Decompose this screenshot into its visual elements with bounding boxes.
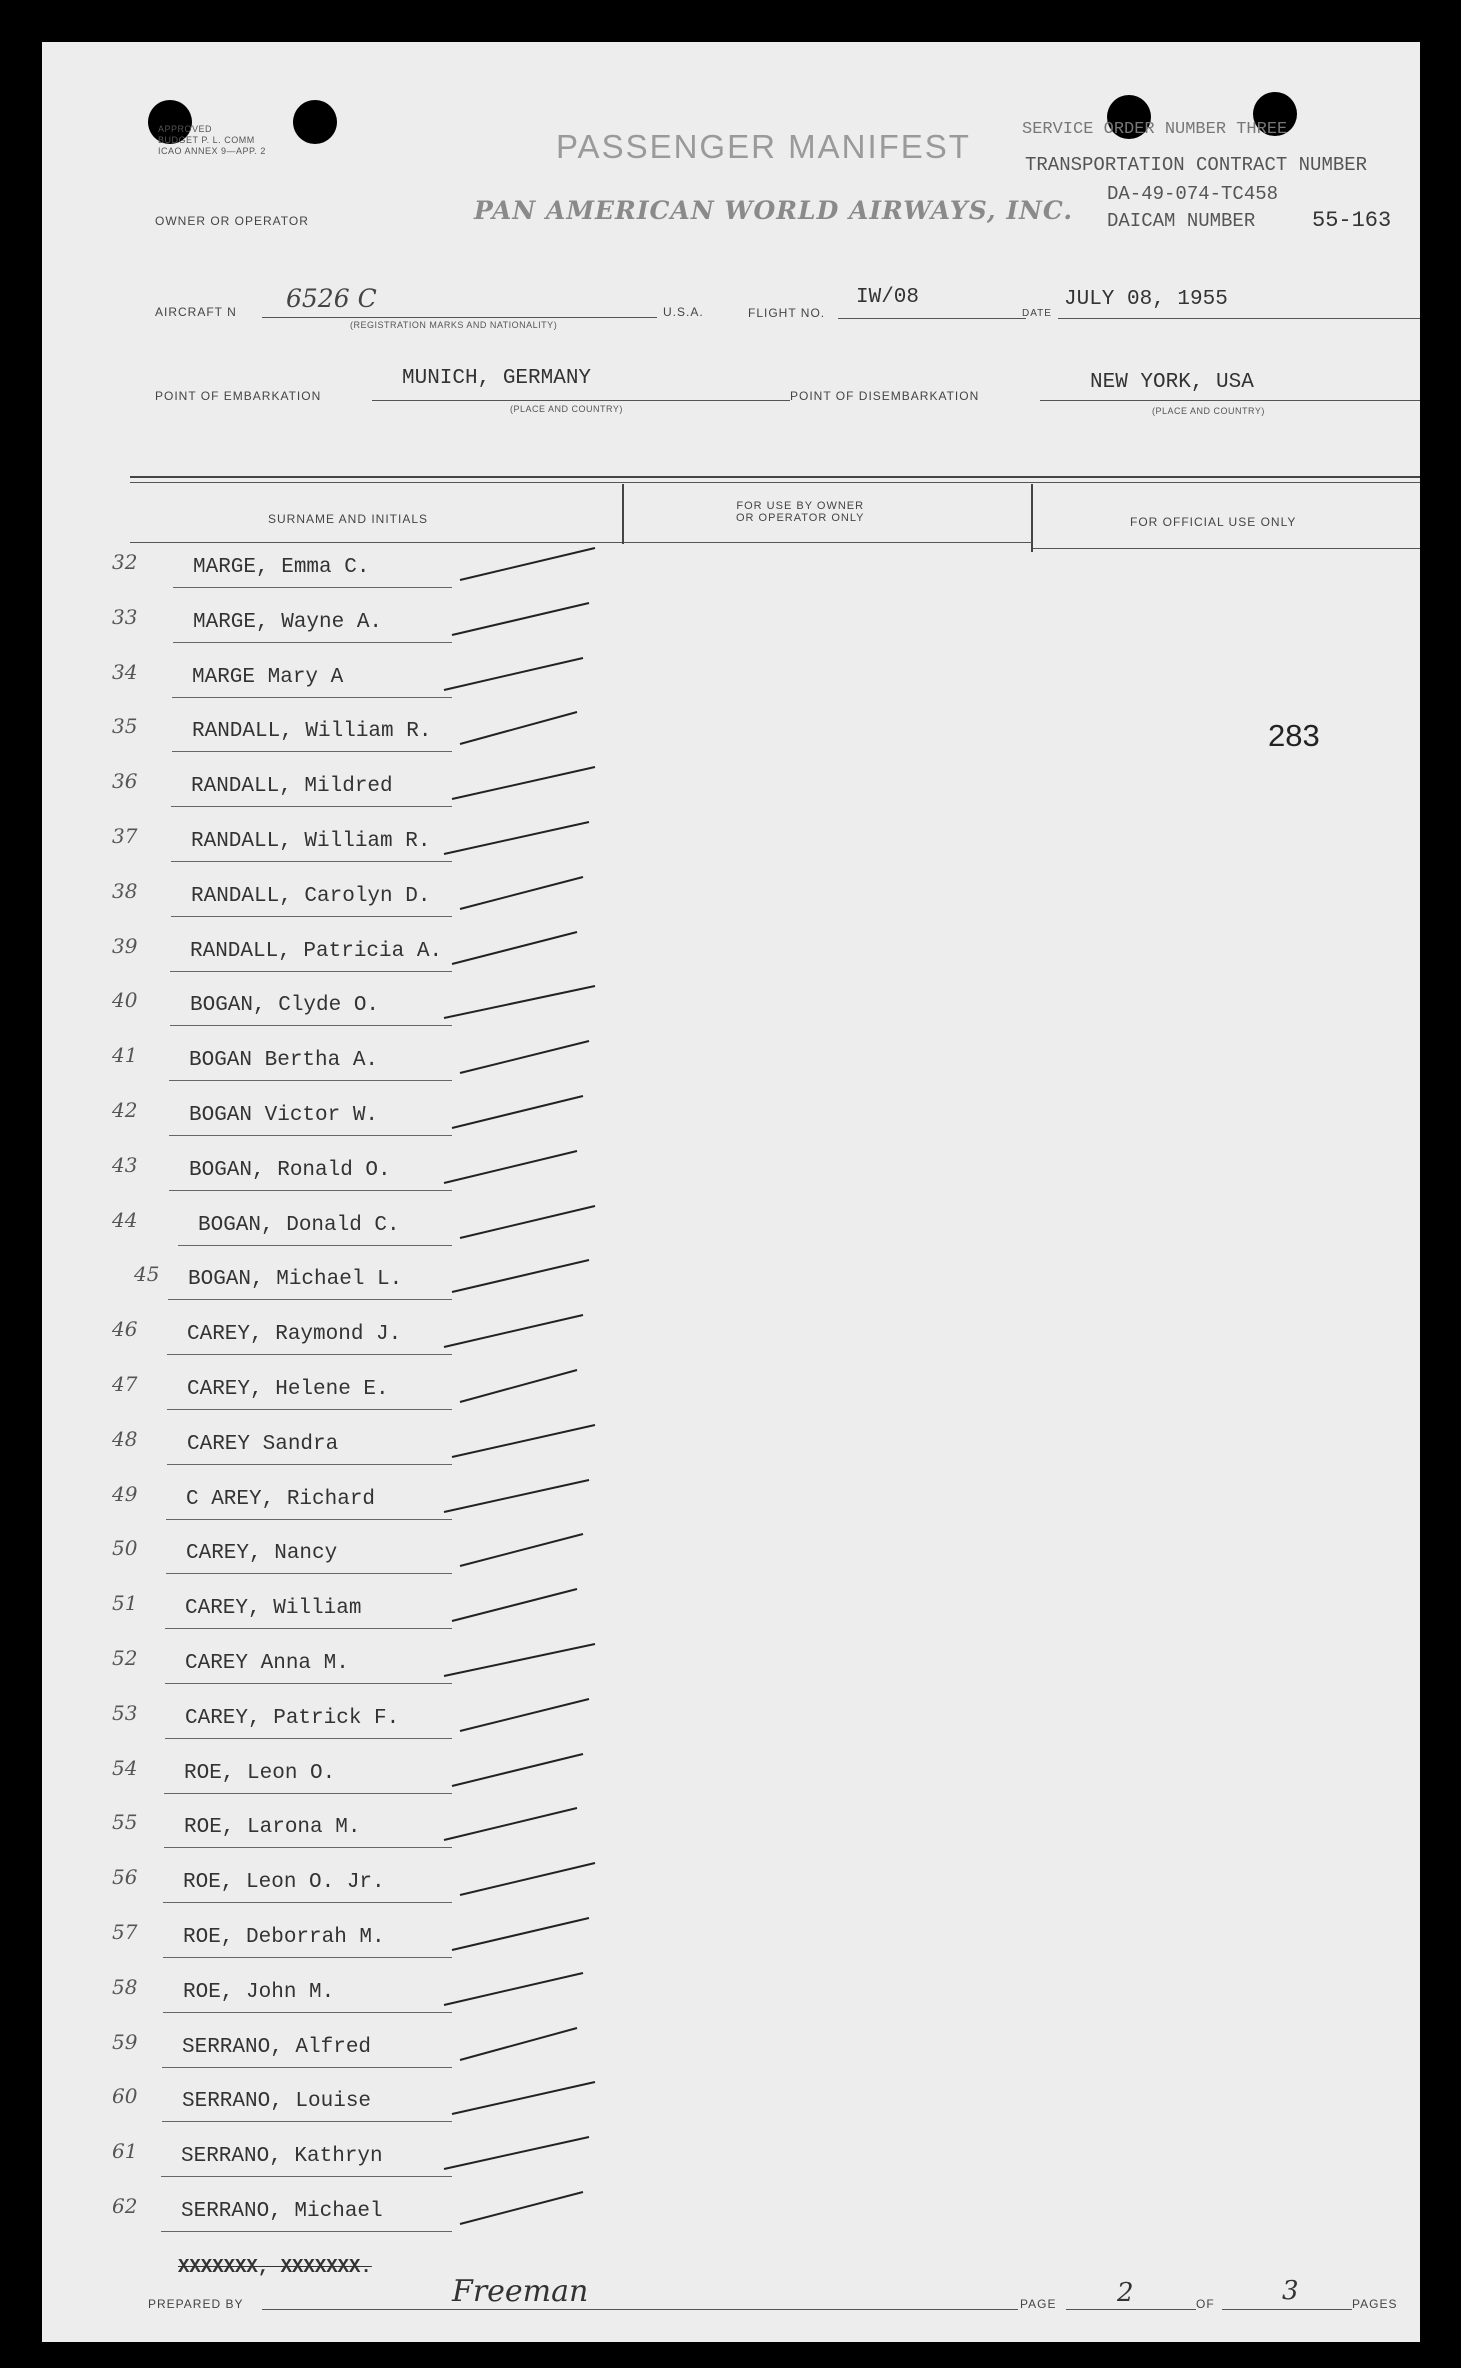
pages-label: PAGES [1352,2297,1398,2311]
flight-underline [838,318,1026,319]
row-number: 32 [112,550,138,574]
passenger-name: C AREY, Richard [186,1488,376,1511]
header-rule [624,542,1032,543]
row-number: 35 [112,714,138,738]
owner-label: OWNER OR OPERATOR [155,214,309,228]
row-underline [171,861,452,862]
contract-number: DA-49-074-TC458 [1107,183,1279,205]
passenger-name: RANDALL, William R. [192,720,432,743]
row-number: 46 [112,1317,138,1341]
row-number: 33 [112,605,138,629]
table-row [0,2030,1461,2085]
table-row [0,824,1461,879]
usa-label: U.S.A. [663,305,704,319]
row-underline [163,1957,452,1958]
official-note: 283 [1268,718,1320,753]
row-number: 38 [112,879,138,903]
row-number: 60 [112,2084,138,2108]
row-underline [163,1902,452,1903]
struck-entry: XXXXXXX, XXXXXXX. [178,2256,372,2278]
row-underline [164,1847,452,1848]
table-row [0,2139,1461,2194]
passenger-name: CAREY, Helene E. [187,1378,389,1401]
row-underline [166,1573,452,1574]
service-order: SERVICE ORDER NUMBER THREE [1022,120,1288,139]
passenger-name: CAREY, Patrick F. [185,1707,400,1730]
table-row [0,2084,1461,2139]
table-row [0,1208,1461,1263]
row-underline [163,2012,452,2013]
row-number: 41 [112,1043,138,1067]
registration-caption: (REGISTRATION MARKS AND NATIONALITY) [350,320,558,330]
row-underline [165,1683,452,1684]
passenger-name: ROE, John M. [183,1981,335,2004]
date-underline [1058,318,1420,319]
disembark-place-caption: (PLACE AND COUNTRY) [1152,406,1265,416]
of-underline [1222,2309,1352,2310]
row-number: 57 [112,1920,138,1944]
passenger-name: BOGAN, Donald C. [198,1214,400,1237]
table-row [0,1153,1461,1208]
passenger-name: CAREY Sandra [187,1433,339,1456]
row-number: 34 [112,660,138,684]
table-row [0,550,1461,605]
passenger-name: CAREY, William [185,1597,362,1620]
table-row [0,714,1461,769]
passenger-name: SERRANO, Louise [182,2090,372,2113]
table-row [0,1262,1461,1317]
table-row [0,1756,1461,1811]
row-underline [161,2176,452,2177]
row-underline [169,1080,452,1081]
col-surname-header: SURNAME AND INITIALS [268,512,429,526]
passenger-name: BOGAN Bertha A. [189,1049,379,1072]
row-number: 44 [112,1208,138,1232]
passenger-name: SERRANO, Alfred [182,2036,372,2059]
passenger-name: MARGE, Wayne A. [193,611,383,634]
flight-label: FLIGHT NO. [748,306,826,320]
page-underline [1066,2309,1196,2310]
passenger-name: ROE, Leon O. Jr. [183,1871,385,1894]
preparer-signature: Freeman [452,2274,589,2309]
row-number: 50 [112,1536,138,1560]
row-underline [173,587,452,588]
row-underline [167,1354,452,1355]
row-underline [165,1738,452,1739]
passenger-name: ROE, Leon O. [184,1762,336,1785]
column-divider [622,484,624,544]
table-row [0,1646,1461,1701]
embarkation-underline [372,400,790,401]
table-row [0,605,1461,660]
row-underline [161,2231,452,2232]
of-label: OF [1196,2297,1215,2311]
daicam-number: 55-163 [1312,208,1392,233]
table-top-rule-2 [130,482,1420,483]
row-underline [170,1025,452,1026]
row-underline [171,916,452,917]
passenger-name: ROE, Larona M. [184,1816,361,1839]
row-underline [169,1135,452,1136]
row-underline [166,1519,452,1520]
col-owner-header: FOR USE BY OWNER OR OPERATOR ONLY [736,500,865,524]
row-number: 40 [112,988,138,1012]
table-row [0,1317,1461,1372]
row-number: 61 [112,2139,138,2163]
aircraft-underline [262,317,657,318]
passenger-name: MARGE, Emma C. [193,556,370,579]
daicam-label: DAICAM NUMBER [1107,210,1256,232]
table-row [0,1920,1461,1975]
table-row [0,769,1461,824]
row-underline [172,697,452,698]
table-row [0,660,1461,715]
passenger-name: SERRANO, Kathryn [181,2145,383,2168]
passenger-name: BOGAN Victor W. [189,1104,379,1127]
punch-hole [293,100,337,144]
table-row [0,2194,1461,2249]
passenger-name: MARGE Mary A [192,666,344,689]
passenger-name: BOGAN, Clyde O. [190,994,380,1017]
prepared-by-underline [262,2309,1018,2310]
table-row [0,1098,1461,1153]
header-rule [1033,548,1420,549]
flight-date: JULY 08, 1955 [1064,288,1228,311]
header-rule [130,542,622,543]
passenger-name: CAREY Anna M. [185,1652,349,1675]
row-underline [178,1245,452,1246]
passenger-name: BOGAN, Ronald O. [189,1159,391,1182]
row-number: 37 [112,824,138,848]
row-underline [171,806,452,807]
row-number: 52 [112,1646,138,1670]
aircraft-number: 6526 C [286,284,377,313]
row-number: 43 [112,1153,138,1177]
row-number: 48 [112,1427,138,1451]
table-row [0,1810,1461,1865]
passenger-name: RANDALL, Mildred [191,775,393,798]
row-number: 56 [112,1865,138,1889]
page-number: 2 [1117,2278,1134,2308]
disembarkation-underline [1040,400,1420,401]
passenger-name: RANDALL, William R. [191,830,431,853]
total-pages: 3 [1282,2276,1299,2306]
row-number: 39 [112,934,138,958]
passenger-name: RANDALL, Patricia A. [190,940,443,963]
table-row [0,1975,1461,2030]
row-number: 62 [112,2194,138,2218]
table-row [0,1043,1461,1098]
page-label: PAGE [1020,2297,1057,2311]
transport-contract: TRANSPORTATION CONTRACT NUMBER [1025,154,1368,176]
row-number: 45 [134,1262,160,1286]
disembarkation-label: POINT OF DISEMBARKATION [790,389,980,403]
row-underline [165,1628,452,1629]
row-underline [169,1190,452,1191]
embark-place-caption: (PLACE AND COUNTRY) [510,404,623,414]
passenger-name: BOGAN, Michael L. [188,1268,403,1291]
table-row [0,988,1461,1043]
row-number: 36 [112,769,138,793]
row-number: 59 [112,2030,138,2054]
table-top-rule [130,476,1420,478]
row-underline [164,1793,452,1794]
passenger-name: CAREY, Nancy [186,1542,338,1565]
table-row [0,934,1461,989]
table-row [0,1865,1461,1920]
flight-number: IW/08 [856,286,920,309]
passenger-name: SERRANO, Michael [181,2200,383,2223]
row-number: 54 [112,1756,138,1780]
table-row [0,879,1461,934]
approval-stamp: APPROVED BUDGET P. L. COMM ICAO ANNEX 9—APP. 2 [158,124,266,156]
passenger-name: ROE, Deborrah M. [183,1926,385,1949]
row-underline [170,971,452,972]
date-label: DATE [1022,308,1052,319]
row-underline [162,2121,452,2122]
table-row [0,1372,1461,1427]
table-row [0,1701,1461,1756]
row-number: 58 [112,1975,138,1999]
table-row [0,1482,1461,1537]
row-underline [167,1464,452,1465]
prepared-by-label: PREPARED BY [148,2297,244,2311]
row-underline [173,642,452,643]
row-underline [167,1409,452,1410]
row-underline [168,1299,452,1300]
embarkation-label: POINT OF EMBARKATION [155,389,322,403]
row-underline [162,2067,452,2068]
embarkation-place: MUNICH, GERMANY [402,367,592,390]
row-number: 55 [112,1810,138,1834]
passenger-name: CAREY, Raymond J. [187,1323,402,1346]
form-title: PASSENGER MANIFEST [556,128,971,165]
row-number: 51 [112,1591,138,1615]
operator-name: PAN AMERICAN WORLD AIRWAYS, INC. [474,196,1074,225]
col-official-header: FOR OFFICIAL USE ONLY [1130,515,1297,529]
row-number: 42 [112,1098,138,1122]
table-row [0,1427,1461,1482]
table-row [0,1536,1461,1591]
row-number: 47 [112,1372,138,1396]
row-underline [172,751,452,752]
disembarkation-place: NEW YORK, USA [1090,371,1254,394]
passenger-name: RANDALL, Carolyn D. [191,885,431,908]
row-number: 53 [112,1701,138,1725]
aircraft-label: AIRCRAFT N [155,305,237,319]
row-number: 49 [112,1482,138,1506]
table-row [0,1591,1461,1646]
